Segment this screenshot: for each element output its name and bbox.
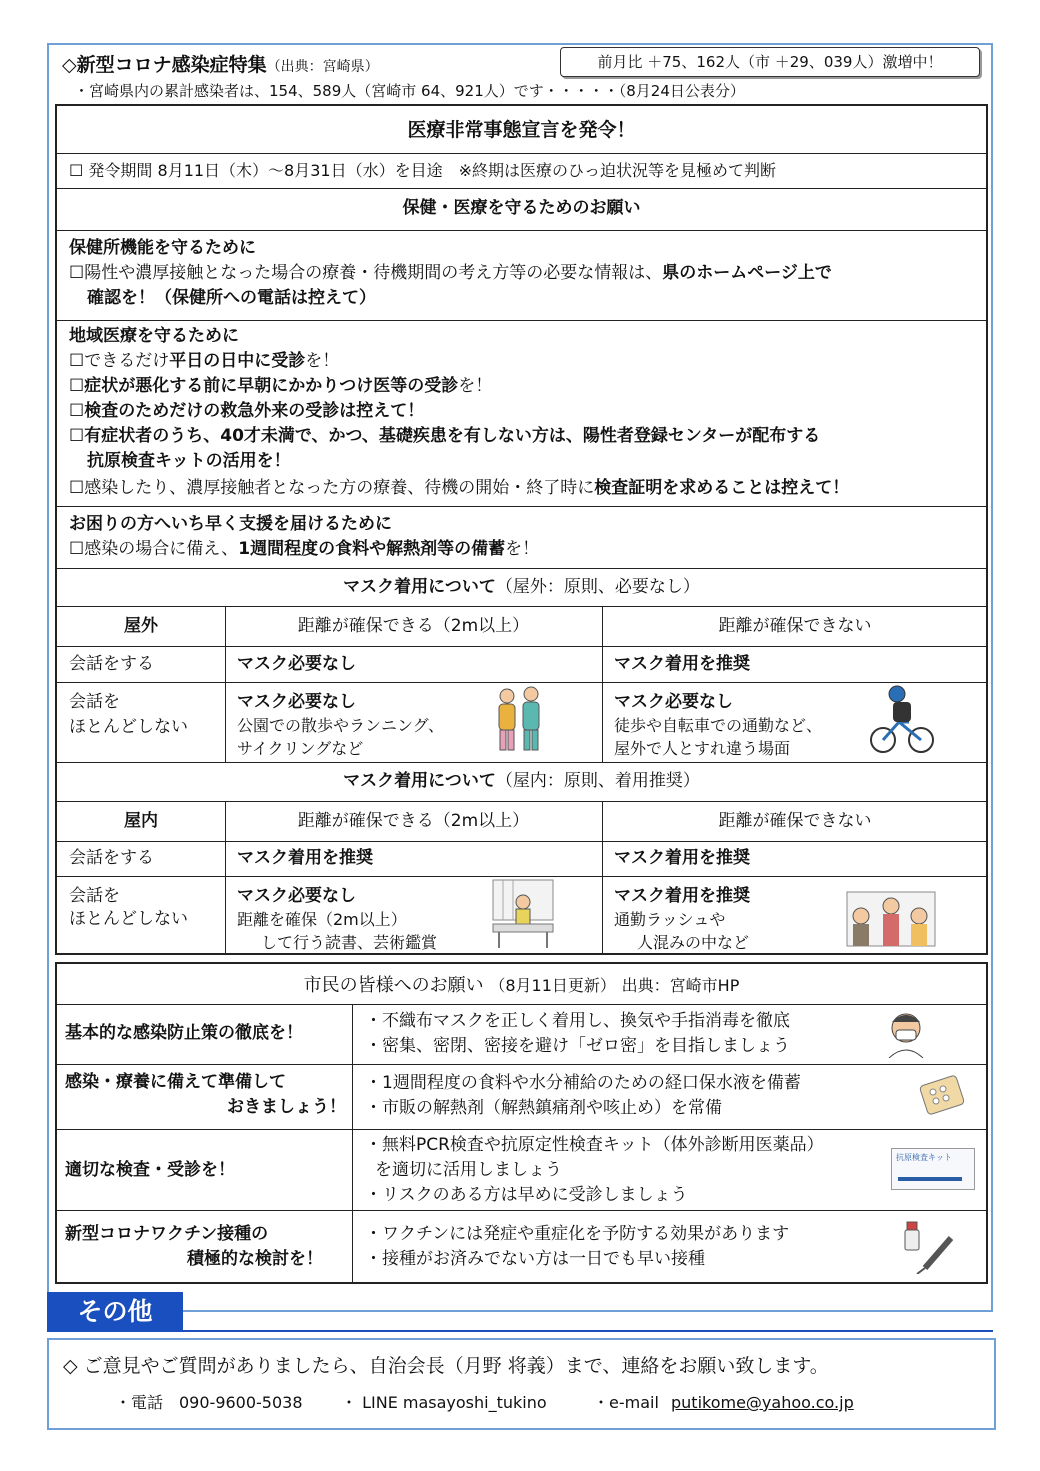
indoor-r2-c2-l2: 人混みの中など [637, 933, 750, 952]
contact-email-label: ・e-mail [593, 1393, 659, 1412]
indoor-r1-c2: マスク着用を推奨 [614, 848, 750, 868]
support-title: お困りの方へいち早く支援を届けるために [69, 514, 392, 534]
citizen-row3-l3: ・リスクのある方は早めに受診しましょう [365, 1185, 688, 1205]
other-divider [183, 1330, 993, 1332]
mask-indoor-heading: マスク着用について（屋内：原則、着用推奨） [343, 771, 700, 791]
emergency-period: ☐ 発令期間 8月11日（木）～8月31日（水）を目途 ※終期は医療のひっ迫状況等を見極めて判断 [69, 161, 777, 180]
citizen-row3-l1: ・無料PCR検査や抗原定性検査キット（体外診断用医薬品） [365, 1135, 824, 1155]
indoor-r1-c1: マスク着用を推奨 [237, 848, 373, 868]
page-title: ◇新型コロナ感染症特集（出典：宮崎県） [62, 54, 379, 76]
health-center-title: 保健所機能を守るために [69, 238, 256, 258]
emergency-heading: 医療非常事態宣言を発令！ [407, 119, 636, 141]
local-medical-title: 地域医療を守るために [69, 326, 239, 346]
outdoor-r2-c2-l2: 屋外で人とすれ違う場面 [614, 739, 791, 758]
cyclist-icon [869, 684, 935, 756]
citizen-row3-label: 適切な検査・受診を！ [65, 1160, 235, 1180]
indoor-col1: 距離が確保できる（2m以上） [297, 811, 530, 831]
local-medical-l6: ☐感染したり、濃厚接触者となった方の療養、待機の開始・終了時に検査証明を求めることは控えて！ [69, 478, 850, 498]
indoor-r2-c2-title: マスク着用を推奨 [614, 886, 750, 906]
citizen-row2-label1: 感染・療養に備えて準備して [65, 1072, 286, 1092]
reading-person-icon [489, 878, 557, 950]
indoor-col2: 距離が確保できない [718, 811, 872, 831]
outdoor-col2: 距離が確保できない [718, 616, 872, 636]
medicine-pills-icon [917, 1074, 967, 1118]
vaccine-syringe-icon [901, 1218, 957, 1274]
citizen-row2-l1: ・1週間程度の食料や水分補給のための経口保水液を備蓄 [365, 1073, 801, 1093]
contact-phone: ・電話 090-9600-5038 [115, 1393, 303, 1412]
other-heading: その他 [47, 1292, 183, 1332]
contact-line: ・ LINE masayoshi_tukino [341, 1393, 547, 1412]
masked-person-icon [883, 1008, 929, 1058]
support-line: ☐感染の場合に備え、1週間程度の食料や解熱剤等の備蓄を！ [69, 539, 540, 559]
contact-box [47, 1338, 996, 1430]
outdoor-r2-c1-l2: サイクリングなど [237, 739, 364, 758]
indoor-r2-label-2: ほとんどしない [69, 909, 188, 929]
antigen-kit-icon [891, 1148, 975, 1190]
citizen-row4-l1: ・ワクチンには発症や重症化を予防する効果があります [365, 1224, 790, 1244]
indoor-r2-c1-l1: 距離を確保（2m以上） [237, 910, 407, 929]
citizen-row1-label: 基本的な感染防止策の徹底を！ [65, 1023, 303, 1043]
outdoor-r2-c2-l1: 徒歩や自転車での通勤など、 [614, 716, 823, 735]
local-medical-l2: ☐症状が悪化する前に早朝にかかりつけ医等の受診を！ [69, 376, 493, 396]
contact-message: ◇ ご意見やご質問がありましたら、自治会長（月野 将義）まで、連絡をお願い致します。 [63, 1355, 829, 1377]
mask-outdoor-heading: マスク着用について（屋外：原則、必要なし） [343, 577, 700, 597]
health-center-line2: 確認を！（保健所への電話は控えて） [87, 288, 376, 308]
citizen-row3-l2: を適切に活用しましょう [375, 1160, 562, 1180]
citizen-row4-l2: ・接種がお済みでない方は一日でも早い接種 [365, 1249, 705, 1269]
outdoor-r2-c2-title: マスク必要なし [614, 692, 733, 712]
citizen-row4-label2: 積極的な検討を！ [187, 1249, 323, 1269]
local-medical-l5: 抗原検査キットの活用を！ [87, 451, 291, 471]
citizen-row2-label2: おきましょう！ [227, 1097, 346, 1117]
contact-email-link[interactable]: putikome@yahoo.co.jp [671, 1393, 854, 1412]
crowded-train-icon [845, 884, 937, 948]
health-center-line1: ☐陽性や濃厚接触となった場合の療養・待機期間の考え方等の必要な情報は、県のホームページ上で [69, 263, 832, 283]
citizen-row1-l2: ・密集、密閉、密接を避け「ゼロ密」を目指しましょう [365, 1036, 790, 1056]
indoor-r2-c1-title: マスク必要なし [237, 886, 356, 906]
increase-badge: 前月比 ＋75、162人（市 ＋29、039人）激増中！ [560, 47, 980, 77]
requests-heading: 保健・医療を守るためのお願い [402, 198, 641, 218]
outdoor-r2-label-2: ほとんどしない [69, 717, 188, 737]
antigen-kit-label: 抗原検査キット [896, 1153, 952, 1162]
outdoor-r2-c1-title: マスク必要なし [237, 692, 356, 712]
local-medical-l4: ☐有症状者のうち、40才未満で、かつ、基礎疾患を有しない方は、陽性者登録センターが配布する [69, 426, 821, 446]
indoor-r1-label: 会話をする [69, 848, 154, 868]
indoor-col0: 屋内 [124, 811, 158, 831]
cumulative-cases: ・宮崎県内の累計感染者は、154、589人（宮崎市 64、921人）です・・・・・（8月24日公表分） [74, 82, 745, 100]
outdoor-r1-label: 会話をする [69, 654, 154, 674]
citizen-row4-label1: 新型コロナワクチン接種の [65, 1224, 269, 1244]
outdoor-col0: 屋外 [124, 616, 158, 636]
citizen-row2-l2: ・市販の解熱剤（解熱鎮痛剤や咳止め）を常備 [365, 1098, 722, 1118]
citizens-heading: 市民の皆様へのお願い （8月11日更新） 出典：宮崎市HP [303, 975, 740, 996]
citizens-box [55, 962, 988, 1284]
citizen-row1-l1: ・不織布マスクを正しく着用し、換気や手指消毒を徹底 [365, 1011, 790, 1031]
indoor-r2-label-1: 会話を [69, 886, 120, 906]
outdoor-r1-c2: マスク着用を推奨 [614, 654, 750, 674]
walking-couple-icon [489, 686, 551, 756]
requests-box [55, 104, 988, 955]
local-medical-l3: ☐検査のためだけの救急外来の受診は控えて！ [69, 401, 425, 421]
indoor-r2-c1-l2: して行う読書、芸術鑑賞 [261, 933, 438, 952]
indoor-r2-c2-l1: 通勤ラッシュや [614, 910, 726, 929]
outdoor-r1-c1: マスク必要なし [237, 654, 356, 674]
outdoor-col1: 距離が確保できる（2m以上） [297, 616, 530, 636]
local-medical-l1: ☐できるだけ平日の日中に受診を！ [69, 351, 340, 371]
outdoor-r2-label-1: 会話を [69, 692, 120, 712]
outdoor-r2-c1-l1: 公園での散歩やランニング、 [237, 716, 445, 735]
